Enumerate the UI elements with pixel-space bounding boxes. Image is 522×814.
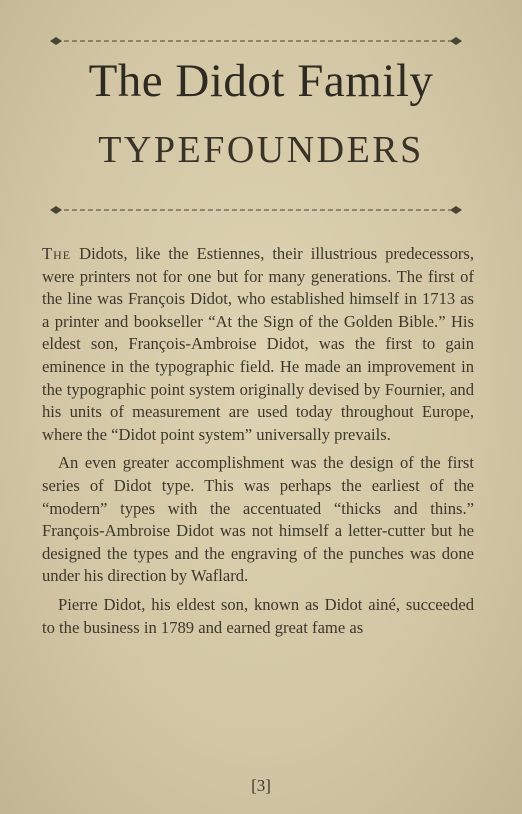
body-text: [42, 243, 474, 639]
page-subtitle: TYPEFOUNDERS: [98, 129, 424, 171]
paragraph-2: An even greater accomplishment was the design of the first series of Didot type. This was perhaps the earliest of the “modern” types with the accentuated “thicks and thins.” François-Ambroise Didot was not himself a letter-cutter but he designed the types and the engraving of the punches was done under his direction by Waflard.: [42, 453, 474, 586]
small-caps-lead: The: [42, 244, 72, 263]
paragraph-1-text: Didots, like the Estiennes, their illustrious predecessors, were printers not for one but for many generations. The first of the line was François Didot, who established himself in 1713 as a printer and bookseller “At the Sign of the Golden Bible.” His eldest son, François-Ambroise Didot, was the first to gain eminence in the typographic field. He made an improvement in the typographic point system originally devised by Fournier, and his units of measurement are used today throughout Europe, where the “Didot point system” universally prevails.: [42, 244, 474, 444]
page-number: [3]: [251, 776, 271, 795]
paragraph-3: Pierre Didot, his eldest son, known as Didot ainé, succeeded to the business in 1789 and earned great fame as: [42, 594, 474, 637]
paragraph-1: [42, 243, 474, 446]
bottom-ornament-rule: [50, 204, 462, 216]
page-title: The Didot Family: [88, 55, 434, 107]
top-ornament-rule: [50, 35, 462, 47]
